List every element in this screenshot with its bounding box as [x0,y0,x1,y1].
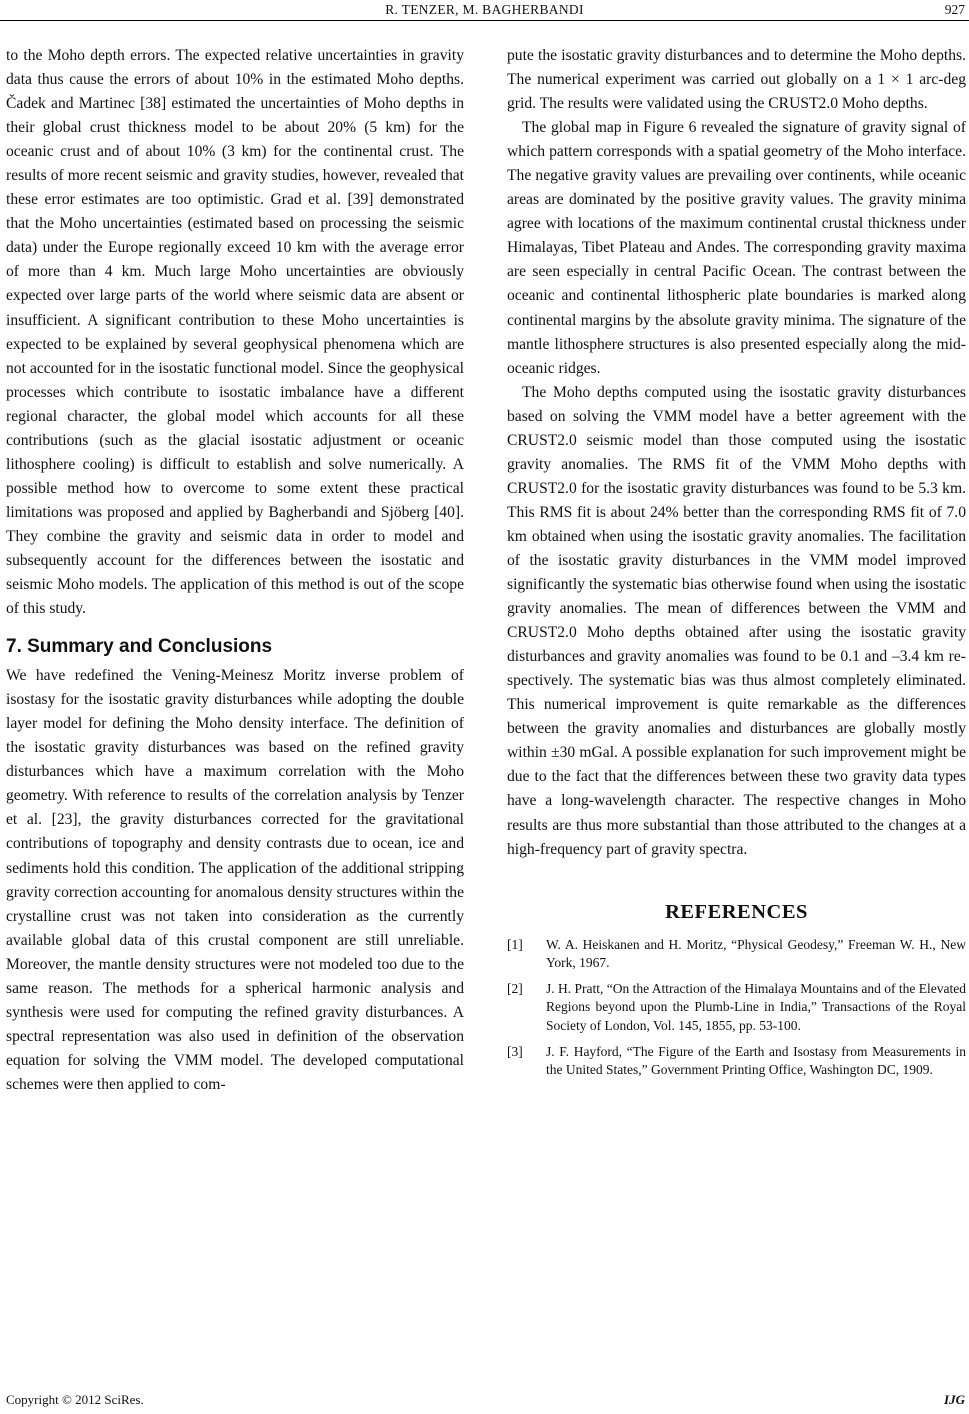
reference-text: W. A. Heiskanen and H. Moritz, “Physical Geodesy,” Freeman W. H., New York, 1967. [546,936,966,971]
right-column [507,44,966,1087]
references-heading: REFERENCES [665,900,808,923]
section-heading: 7. Summary and Conclusions [6,636,273,658]
reference-number: [2] [507,980,523,996]
page-header [0,0,969,22]
reference-item [507,980,966,1036]
reference-number: [1] [507,936,523,952]
page-number: 927 [944,2,965,17]
body-paragraph: We have redefined the Vening-Meinesz Moritz inverse problem of isostasy for the isostatic gravity disturbances while adopting the double layer model for defining the Moho density interface. The definition of the isostatic gravity disturbances was based on the refined gravity disturbances which have a maximum correlation with the Moho geometry. With reference to results of the correlation analysis by Tenzer et al. [23], the gravity disturbances corrected for the gravitational contributions of topography and density contrasts due to ocean, ice and sediments hold this condition. The application of the additional stripping gravity correction accounting for anomalous density structures within the crystalline crust was not taken into consideration as the currently available global data of this crustal component are still unreliable. Moreover, the mantle density structures were not modeled too due to the same reason. The methods for a spherical harmonic analysis and synthesis were used for computing the refined gravity disturbances. A spectral representation was also used in definition of the observation equation for solving the VMM model. The developed computational schemes were then applied to com- [6,667,464,1093]
copyright-notice: Copyright © 2012 SciRes. [6,1392,144,1407]
body-paragraph: pute the isostatic gravity disturbances and to determine the Moho depths. The numerical experiment was carried out globally on a 1 × 1 arc-deg grid. The results were validated using the CRUST2.0 Moho depths. [507,47,966,113]
journal-abbreviation: IJG [944,1392,965,1407]
reference-list [507,936,966,1080]
left-column [6,44,464,1097]
header-rule [0,20,969,21]
body-paragraph: The Moho depths computed using the isostatic gravity disturbances based on solving the VMM model have a better agreement with the CRUST2.0 seismic model than those computed using the isostatic gravity anomalies. The RMS fit of the VMM Moho depths with CRUST2.0 for the isostatic gravity disturbances was found to be 5.3 km. This RMS fit is about 24% better than the corresponding RMS fit of 7.0 km obtained when using the isostatic gravity anomalies. The facilitation of the isostatic gravity disturbances in the VMM model improved significantly the systematic bias otherwise found when using the isostatic gravity anomalies. The mean of differences between the VMM and CRUST2.0 Moho depths obtained after using the isostatic gravity disturbances and gravity anomalies was found to be 0.1 and –3.4 km respectively. The systematic bias was thus almost completely eliminated. This numerical improvement is quite remarkable as the differences between the gravity anomalies and disturbances are globally mostly within ±30 mGal. A possible explanation for such improvement might be due to the fact that the differences between these two gravity data types have a long-wavelength character. The respective changes in Moho results are thus more substantial than those attributed to the changes at a high-frequency part of gravity spectra. [507,383,966,858]
reference-number: [3] [507,1043,523,1059]
running-head-authors: R. TENZER, M. BAGHERBANDI [385,2,584,17]
reference-item [507,936,966,973]
reference-text: J. H. Pratt, “On the Attraction of the Himalaya Mountains and of the Elevated Regions beyond upon the Plumb-Line in India,” Transactions of the Royal Society of London, Vol. 145, 1855, pp. 53-100. [546,980,966,1033]
page-footer [0,1392,969,1412]
body-paragraph: to the Moho depth errors. The expected relative uncertainties in gravity data thus cause the errors of about 10% in the estimated Moho depths. Čadek and Martinec [38] estimated the uncertainties of Moho depths in their global crust thickness model to be about 20% (5 km) for the oceanic crust and of about 10% (3 km) for the continental crust. The results of more recent seismic and gravity studies, however, revealed that these error estimates are too optimistic. Grad et al. [39] demonstrated that the Moho uncertainties (estimated based on processing the seismic data) under the Europe regionally exceed 10 km with the average error of more than 4 km. Much large Moho uncertainties are obviously expected over large parts of the world where seismic data are absent or insufficient. A significant contribution to these Moho uncertainties is expected to be explained by several geophysical phenomena which are not accounted for in the isostatic functional model. Since the geophysical processes which contribute to isostatic imbalance have a different regional character, the global model which accounts for all these contributions (such as the glacial isostatic adjustment or oceanic lithosphere cooling) is difficult to establish and solve numerically. A possible method how to overcome to some extent these practical limitations was proposed and applied by Bagherbandi and Sjöberg [40]. They combine the gravity and seismic data in order to model and subsequently account for the differences between the isostatic and seismic Moho models. The application of this method is out of the scope of this study. [6,47,464,618]
reference-item [507,1043,966,1080]
body-paragraph: The global map in Figure 6 revealed the signature of gravity signal of which pattern corresponds with a spatial geometry of the Moho interface. The negative gravity values are prevailing over continents, while oceanic areas are dominated by the positive gravity values. The gravity minima agree with locations of the maximum continental crustal thickness under Himalayas, Tibet Plateau and Andes. The corresponding gravity maxima are seen especially in central Pacific Ocean. The contrast between the oceanic and continental lithospheric plate boundaries is marked along continental margins by the absolute gravity minima. The signature of the mantle lithosphere structures is also presented especially along the mid-oceanic ridges. [507,119,966,377]
reference-text: J. F. Hayford, “The Figure of the Earth and Isostasy from Measurements in the United States,” Government Printing Office, Washington DC, 1909. [546,1043,966,1078]
